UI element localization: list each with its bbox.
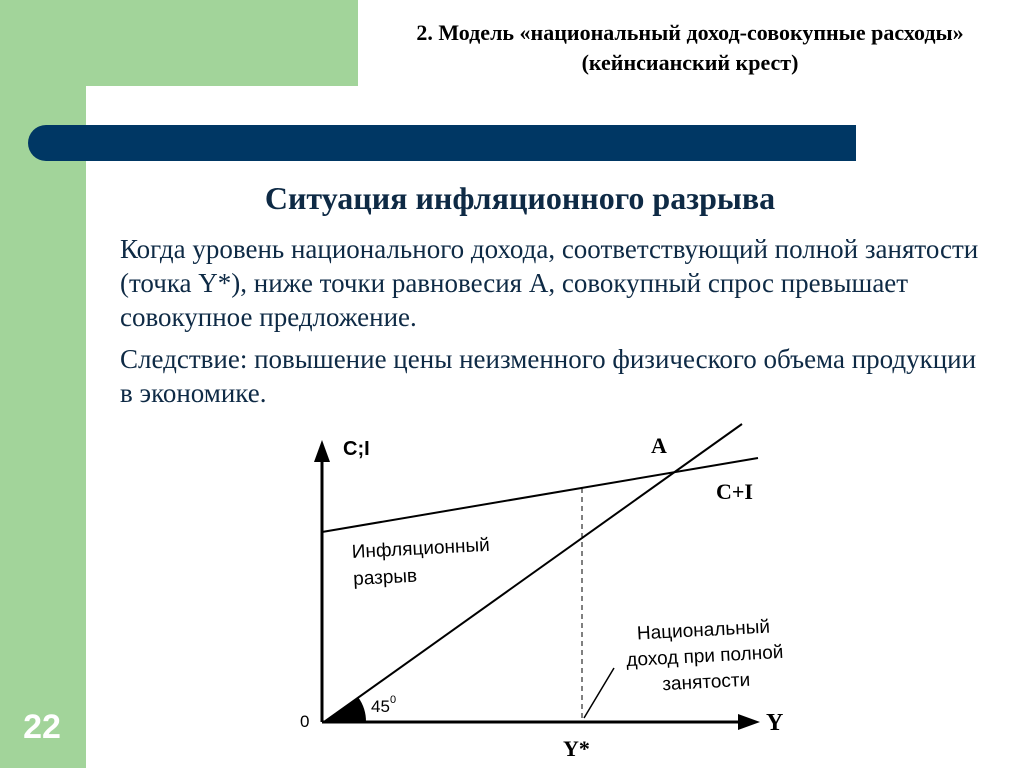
ci-line bbox=[322, 458, 758, 532]
angle-degree: 0 bbox=[390, 694, 397, 706]
paragraph-1: Когда уровень национального дохода, соответствующий полной занятости (точка Y*), ниже точки равновесия А, совокупный спрос превышает совокупное предложение. bbox=[120, 234, 979, 332]
annotation-label bbox=[624, 616, 785, 697]
ystar-label: Y* bbox=[563, 736, 590, 761]
y-axis-label: C;I bbox=[343, 438, 370, 460]
gap-label-line2: разрыв bbox=[352, 565, 418, 590]
ci-line-label: C+I bbox=[716, 479, 753, 504]
y-axis-arrow bbox=[314, 440, 330, 462]
annotation-line2: доход при полной bbox=[625, 641, 784, 672]
slide-header: 2. Модель «национальный доход-совокупные расходы» (кейнсианский крест) bbox=[416, 20, 964, 75]
angle-label: 45 bbox=[371, 697, 390, 716]
annotation-pointer bbox=[584, 668, 614, 718]
angle-wedge bbox=[324, 697, 366, 722]
point-a-label: A bbox=[651, 433, 667, 458]
paragraph-2: Следствие: повышение цены неизменного физического объема продукции в экономике. bbox=[120, 344, 977, 408]
x-axis-label: Y bbox=[766, 710, 784, 736]
annotation-line1: Национальный bbox=[636, 616, 771, 645]
slide-title: Ситуация инфляционного разрыва bbox=[264, 180, 776, 216]
page-number: 22 bbox=[23, 708, 61, 746]
gap-label bbox=[351, 535, 491, 590]
annotation-line3: занятости bbox=[661, 669, 751, 696]
gap-label-line1: Инфляционный bbox=[351, 534, 491, 563]
origin-label: 0 bbox=[300, 712, 310, 731]
x-axis-arrow bbox=[738, 714, 760, 730]
